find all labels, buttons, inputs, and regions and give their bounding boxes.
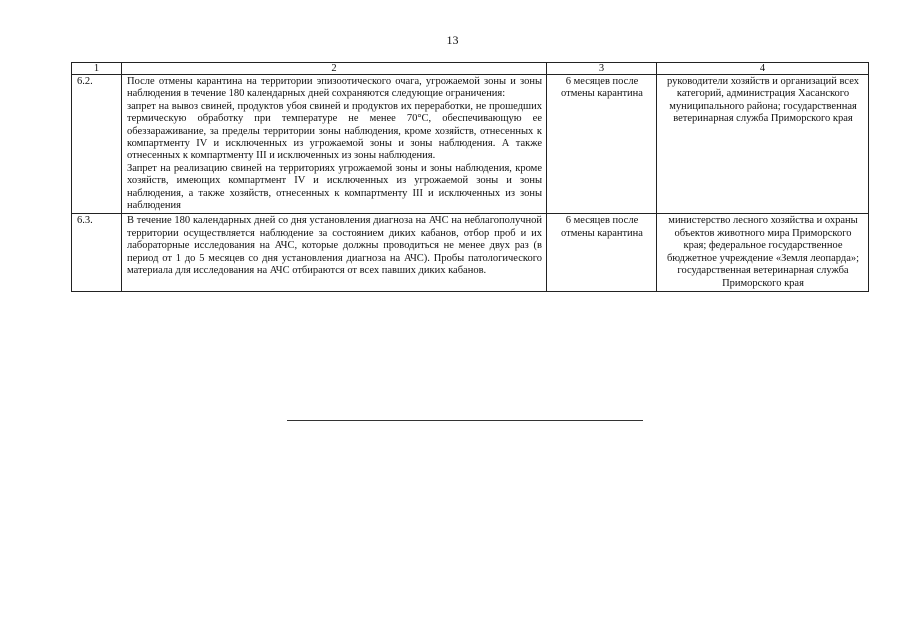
header-col-2: 2: [122, 63, 547, 75]
table-row: [72, 75, 869, 214]
measure-description: [122, 75, 547, 214]
header-col-4: 4: [657, 63, 869, 75]
end-divider: [287, 420, 643, 421]
header-col-1: 1: [72, 63, 122, 75]
measure-description: [122, 214, 547, 291]
measure-paragraph: запрет на вывоз свиней, продуктов убоя свиней и продуктов их переработки, не прошедших термическую обработку при температуре не менее 70°С, обеспечивающую ее обеззараживание, за пределы территории зоны наблюдения, кроме хозяйств, отнесенных к компартменту IV и исключенных из угрожаемой зоны и зоны наблюдения. А также отнесенных к компартменту III и исключенных из зоны наблюдения.: [127, 100, 542, 162]
measure-paragraph: В течение 180 календарных дней со дня установления диагноза на АЧС на неблагополучной территории осуществляется наблюдение за состоянием диких кабанов, отбор проб и их лабораторные исследования на АЧС, которые должны проводиться не менее двух раз (в период от 1 до 5 месяцев со дня установления диагноза на АЧС). Пробы патологического материала для исследования на АЧС отбираются от всех павших диких кабанов.: [127, 215, 542, 277]
measure-responsible: министерство лесного хозяйства и охраны объектов животного мира Приморского края; федеральное государственное бюджетное учреждение «Земля леопарда»; государственная ветеринарная служба Приморского края: [657, 214, 869, 291]
measure-paragraph: После отмены карантина на территории эпизоотического очага, угрожаемой зоны и зоны наблюдения в течение 180 календарных дней сохраняются следующие ограничения:: [127, 76, 542, 100]
measure-term: 6 месяцев после отмены карантина: [547, 75, 657, 214]
measure-paragraph: Запрет на реализацию свиней на территориях угрожаемой зоны и зоны наблюдения, кроме хозяйств, имеющих компартмент IV и исключенных из угрожаемой зоны и зоны наблюдения, а также хозяйств, отнесенных к компартменту III и исключенных из зоны наблюдения: [127, 162, 542, 212]
row-number: 6.2.: [72, 75, 122, 214]
table-row: [72, 214, 869, 291]
measure-term: 6 месяцев после отмены карантина: [547, 214, 657, 291]
page-number: 13: [446, 33, 459, 47]
measures-table: [71, 62, 869, 292]
table-header: [72, 63, 869, 75]
measure-responsible: руководители хозяйств и организаций всех категорий, администрация Хасанского муниципального района; государственная ветеринарная служба Приморского края: [657, 75, 869, 214]
row-number: 6.3.: [72, 214, 122, 291]
header-col-3: 3: [547, 63, 657, 75]
